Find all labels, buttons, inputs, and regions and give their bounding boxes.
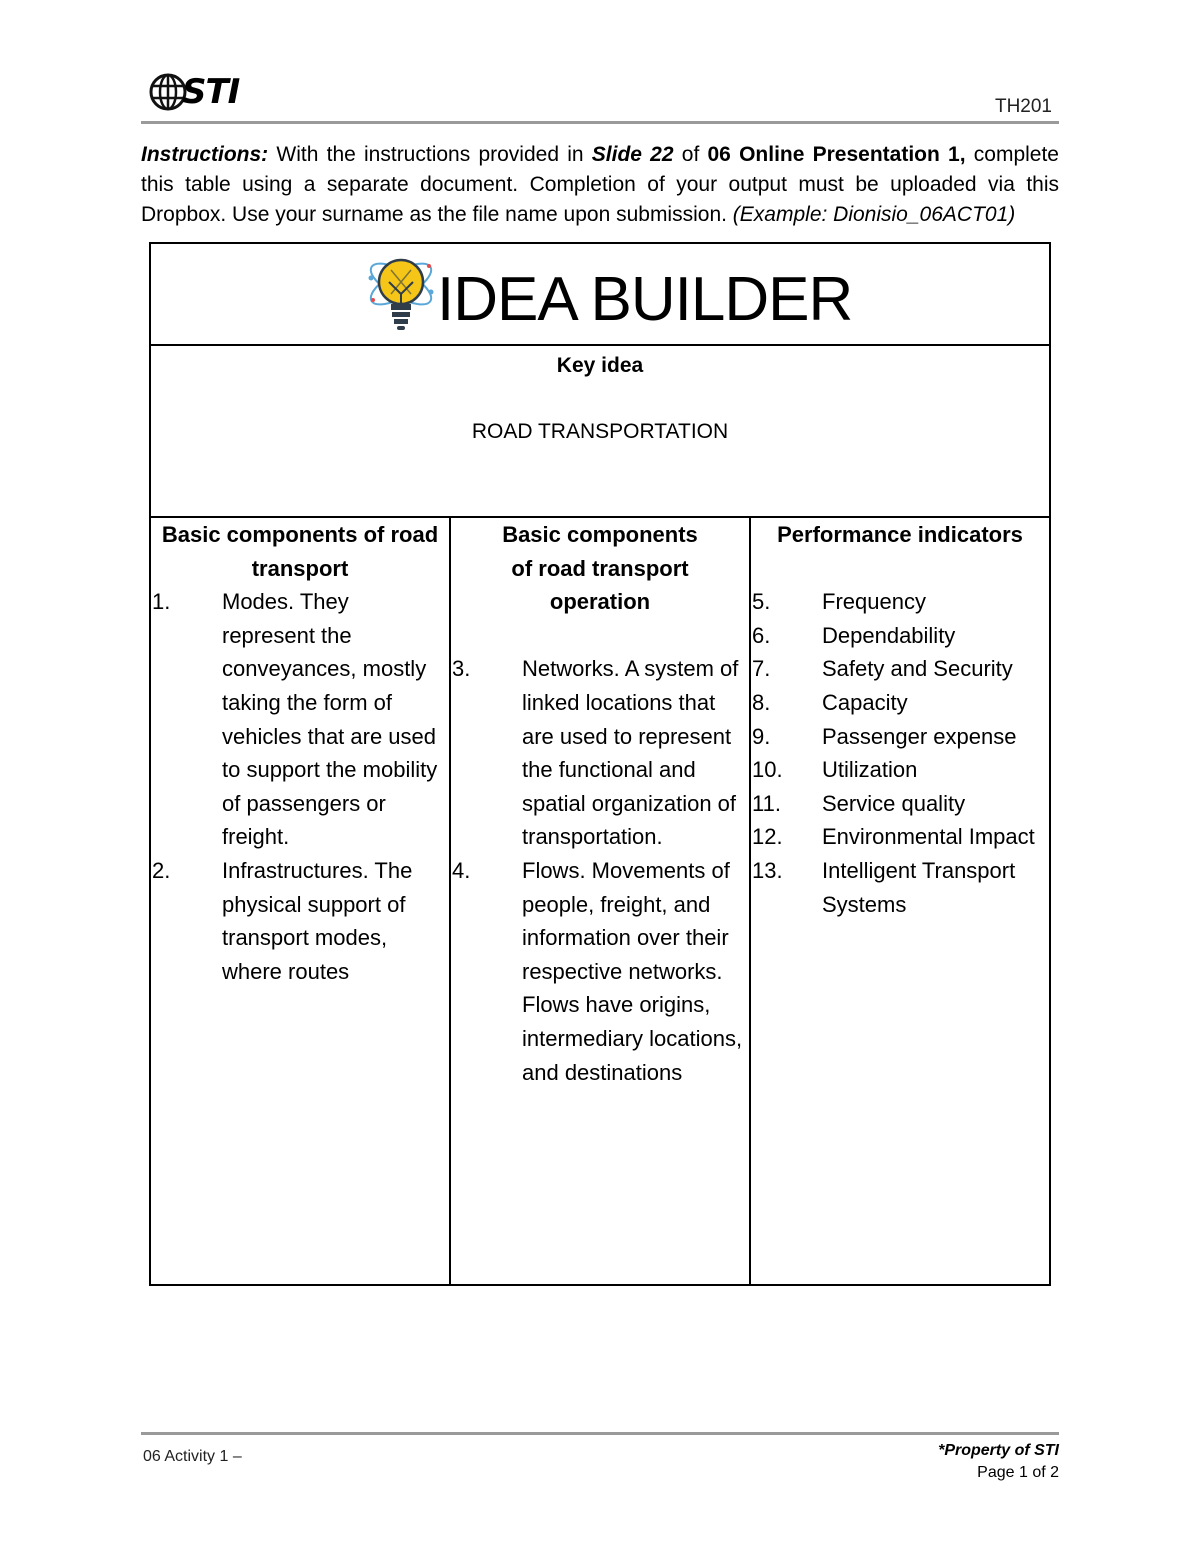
item-text: Flows. Movements of people, freight, and information over their respective networks. Flows have origins, intermediary locations, and destinations [522,857,743,1085]
list-item [751,720,1049,754]
list-item [751,585,1049,619]
lightbulb-icon [363,248,439,336]
key-idea-label: Key idea [556,354,644,377]
key-idea-row [151,346,1049,518]
item-text: Intelligent Transport Systems [822,857,1016,917]
item-text: Modes. They represent the conveyances, mostly taking the form of vehicles that are used to support the mobility of passengers or freight. [222,589,438,850]
column-heading: Basic components of road transport [161,522,439,581]
item-text: Environmental Impact [822,824,1035,850]
idea-builder-table [149,242,1051,1286]
instructions-presentation: 06 Online Presentation 1, [707,143,966,166]
list-item [751,686,1049,720]
item-number: 11. [752,790,781,816]
table-title: IDEA BUILDER [437,265,853,334]
item-text: Capacity [822,689,908,715]
instructions-text-3: complete this table using a separate document. Completion of your output must be uploaded via this Dropbox. Use your surname as the file name upon submission. [141,143,1059,226]
footer-activity: 06 Activity 1 – [143,1448,242,1465]
footer-page-number: Page 1 of 2 [977,1464,1059,1481]
title-row [151,244,1049,346]
item-number: 8. [752,689,771,715]
list-item [451,854,749,1089]
column-heading: Basic components of road transport operation [502,522,698,615]
item-number: 5. [752,589,771,615]
item-text: Passenger expense [822,723,1017,749]
list-item [751,753,1049,787]
instructions-label: Instructions: [141,143,269,166]
item-number: 3. [452,656,471,682]
item-text: Networks. A system of linked locations that are used to represent the functional and spatial organization of transportation. [522,656,739,850]
item-text: Service quality [822,790,966,816]
footer-property: *Property of STI [938,1442,1059,1459]
column-heading: Performance indicators [777,522,1023,547]
list-item [751,820,1049,854]
course-code: TH201 [994,96,1052,117]
item-text: Utilization [822,757,918,783]
list-item [751,854,1049,921]
item-number: 13. [752,857,783,883]
list-item [151,854,449,988]
instructions-paragraph [141,140,1059,230]
item-number: 10. [752,757,783,783]
footer-info [938,1440,1059,1484]
logo-text: STI [182,72,240,112]
instructions-text-2: of [673,143,708,166]
item-number: 1. [152,589,171,615]
list-item [451,652,749,854]
list-item [151,585,449,854]
column-road-transport-operation [451,518,751,1284]
item-text: Safety and Security [822,656,1013,682]
column-performance-indicators [751,518,1049,1284]
item-text: Frequency [822,589,926,615]
item-text: Dependability [822,622,956,648]
item-text: Infrastructures. The physical support of transport modes, where routes [222,857,413,984]
item-number: 2. [152,857,171,883]
list-item [751,619,1049,653]
sti-logo [148,72,239,112]
item-number: 12. [752,824,783,850]
instructions-example: (Example: Dionisio_06ACT01) [732,203,1016,226]
item-number: 4. [452,857,471,883]
instructions-text-1: With the instructions provided in [268,143,592,166]
column-road-transport-components [151,518,451,1284]
list-item [751,787,1049,821]
key-idea-value: ROAD TRANSPORTATION [471,420,729,443]
item-number: 7. [752,656,771,682]
item-number: 6. [752,622,771,648]
item-number: 9. [752,723,771,749]
footer-rule [141,1432,1059,1435]
list-item [751,652,1049,686]
instructions-slide: Slide 22 [591,143,674,166]
header-rule [141,121,1059,124]
